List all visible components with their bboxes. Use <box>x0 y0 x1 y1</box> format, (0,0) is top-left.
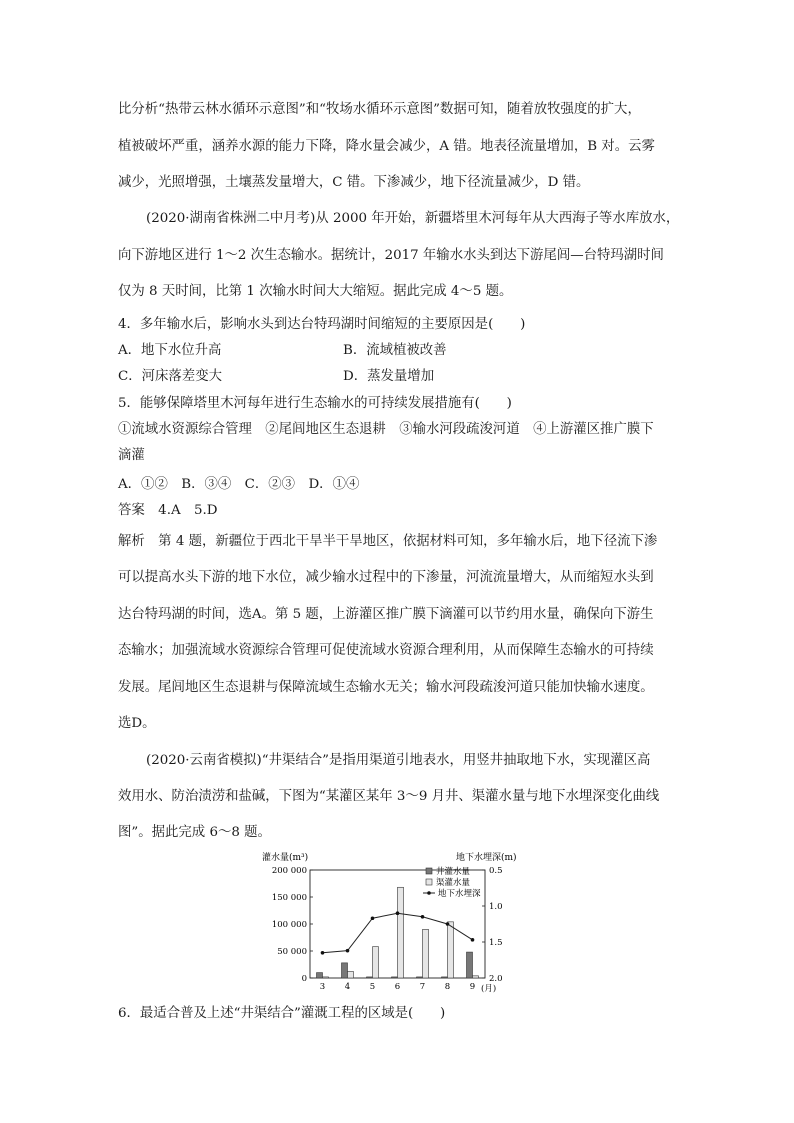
y-left-tick-label: 100 000 <box>271 920 307 930</box>
legend-label: 地下水埋深 <box>438 889 481 899</box>
paragraph-line: 植被破坏严重，涵养水源的能力下降，降水量会减少，A 错。地表径流量增加，B 对。云雾 <box>118 139 655 154</box>
paragraph-line: 仅为 8 天时间，比第 1 次输水时间大大缩短。据此完成 4～5 题。 <box>118 284 513 299</box>
bar <box>423 929 429 978</box>
analysis-line: 解析 第 4 题，新疆位于西北干旱半干旱地区，依据材料可知，多年输水后，地下径流下渗 <box>118 534 658 549</box>
analysis-line: 态输水；加强流域水资源综合管理可促使流域水资源合理利用，从而保障生态输水的可持续 <box>118 643 654 658</box>
chart-svg <box>260 848 540 998</box>
bar <box>467 952 473 978</box>
y-left-tick-label: 0 <box>301 974 307 984</box>
line-point <box>371 916 375 920</box>
y-left-tick-label: 200 000 <box>271 866 307 876</box>
bar <box>417 977 423 978</box>
question-5-options: ①流域水资源综合管理 ②尾闾地区生态退耕 ③输水河段疏浚河道 ④上游灌区推广膜下 <box>118 422 654 437</box>
question-5-options-cont: 滴灌 <box>118 448 145 463</box>
x-unit-label: (月) <box>481 984 497 994</box>
question-6-stem: 6．最适合普及上述“井渠结合”灌溉工程的区域是( ) <box>118 1006 446 1021</box>
bar <box>317 973 323 978</box>
legend-swatch <box>426 868 432 874</box>
x-tick-label: 3 <box>319 982 326 992</box>
paragraph-line: (2020·湖南省株洲二中月考)从 2000 年开始，新疆塔里木河每年从大西海子等水库放水， <box>146 211 680 226</box>
y-right-tick-label: 0.5 <box>489 866 503 876</box>
bar <box>323 977 329 978</box>
bar <box>342 963 348 978</box>
question-4-option-b: B．流域植被改善 <box>343 343 447 358</box>
y-left-axis-title: 灌水量(m³) <box>262 853 309 863</box>
bar <box>373 947 379 978</box>
irrigation-chart <box>260 848 540 998</box>
y-right-axis-title: 地下水埋深(m) <box>456 853 517 863</box>
x-tick-label: 7 <box>419 982 426 992</box>
analysis-line: 达台特玛湖的时间，选A。第 5 题，上游灌区推广膜下滴灌可以节约用水量，确保向下游生 <box>118 607 654 622</box>
x-tick-label: 9 <box>469 982 476 992</box>
analysis-line: 选D。 <box>118 716 156 731</box>
bar <box>473 976 479 978</box>
paragraph-line: 向下游地区进行 1～2 次生态输水。据统计，2017 年输水水头到达下游尾闾—台特玛湖时间 <box>118 248 664 263</box>
bar <box>398 887 404 978</box>
paragraph-line: 效用水、防治渍涝和盐碱，下图为“某灌区某年 3～9 月井、渠灌水量与地下水埋深变化曲线 <box>118 789 660 804</box>
question-5-stem: 5．能够保障塔里木河每年进行生态输水的可持续发展措施有( ) <box>118 396 512 411</box>
analysis-line: 发展。尾闾地区生态退耕与保障流域生态输水无关；输水河段疏浚河道只能加快输水速度。 <box>118 680 654 695</box>
y-left-tick-label: 150 000 <box>271 893 307 903</box>
line-point <box>446 922 450 926</box>
line-point <box>346 949 350 953</box>
bar <box>392 977 398 978</box>
y-left-tick-label: 50 000 <box>277 947 307 957</box>
x-tick-label: 5 <box>369 982 376 992</box>
line-point <box>421 915 425 919</box>
bar <box>442 977 448 978</box>
question-4-option-a: A．地下水位升高 <box>118 343 222 358</box>
question-5-choices: A．①② B．③④ C．②③ D．①④ <box>118 477 360 492</box>
legend-line-marker <box>427 891 431 895</box>
paragraph-line: 比分析“热带云林水循环示意图”和“牧场水循环示意图”数据可知，随着放牧强度的扩大， <box>118 102 641 117</box>
question-4-stem: 4．多年输水后，影响水头到达台特玛湖时间缩短的主要原因是( ) <box>118 317 526 332</box>
paragraph-line: 图”。据此完成 6～8 题。 <box>118 825 271 840</box>
y-right-tick-label: 1.5 <box>489 938 503 948</box>
analysis-line: 可以提高水头下游的地下水位，减少输水过程中的下渗量，河流流量增大，从而缩短水头到 <box>118 570 654 585</box>
line-point <box>321 951 325 955</box>
x-tick-label: 4 <box>344 982 351 992</box>
bar <box>448 922 454 978</box>
legend-label: 井灌水量 <box>436 867 471 877</box>
line-point <box>471 938 475 942</box>
bar <box>367 977 373 978</box>
legend-label: 渠灌水量 <box>436 878 471 888</box>
legend-swatch <box>426 879 432 885</box>
y-right-tick-label: 1.0 <box>489 902 503 912</box>
y-right-tick-label: 2.0 <box>489 974 503 984</box>
bar <box>348 972 354 978</box>
paragraph-line: (2020·云南省模拟)“井渠结合”是指用渠道引地表水，用竖井抽取地下水，实现灌区高 <box>146 753 651 768</box>
question-4-option-c: C．河床落差变大 <box>118 369 222 384</box>
x-tick-label: 6 <box>394 982 401 992</box>
paragraph-line: 减少，光照增强，土壤蒸发量增大，C 错。下渗减少，地下径流量减少，D 错。 <box>118 175 590 190</box>
answer-line: 答案 4.A 5.D <box>118 503 218 518</box>
line-point <box>396 911 400 915</box>
x-tick-label: 8 <box>444 982 451 992</box>
question-4-option-d: D．蒸发量增加 <box>343 369 435 384</box>
